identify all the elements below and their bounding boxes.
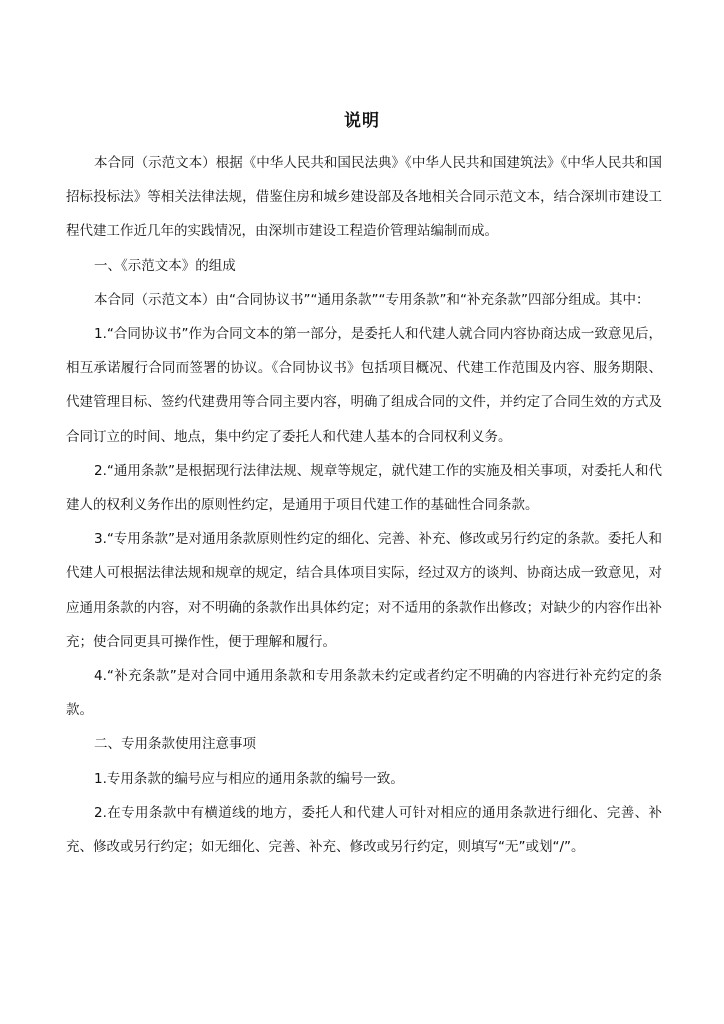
list-item-general-terms: 2.“通用条款”是根据现行法律法规、规章等规定，就代建工作的实施及相关事项，对委托人和代建人的权利义务作出的原则性约定，是通用于项目代建工作的基础性合同条款。 — [66, 462, 662, 514]
section-2-heading: 二、专用条款使用注意事项 — [94, 736, 256, 753]
page-title: 说明 — [344, 111, 380, 131]
document-body — [66, 146, 662, 864]
section-1-summary: 本合同（示范文本）由“合同协议书”“通用条款”“专用条款”和“补充条款”四部分组成。其中： — [94, 291, 650, 308]
list-item-supplementary-terms: 4.“补充条款”是对合同中通用条款和专用条款未约定或者约定不明确的内容进行补充约定的条款。 — [66, 668, 662, 719]
list-item-dash-lines: 2.在专用条款中有横道线的地方，委托人和代建人可针对相应的通用条款进行细化、完善、补充、修改或另行约定；如无细化、完善、补充、修改或另行约定，则填写“无”或划“/”。 — [66, 804, 662, 856]
list-item-special-terms: 3.“专用条款”是对通用条款原则性约定的细化、完善、补充、修改或另行约定的条款。委托人和代建人可根据法律法规和规章的规定，结合具体项目实际，经过双方的谈判、协商达成一致意见，对应通用条款的内容，对不明确的条款作出具体约定；对不适用的条款作出修改；对缺少的内容作出补充；使合同更具可操作性，便于理解和履行。 — [66, 531, 662, 650]
paragraph-intro: 本合同（示范文本）根据《中华人民共和国民法典》《中华人民共和国建筑法》《中华人民共和国招标投标法》等相关法律法规，借鉴住房和城乡建设部及各地相关合同示范文本，结合深圳市建设工程代建工作近几年的实践情况，由深圳市建设工程造价管理站编制而成。 — [66, 155, 662, 240]
list-item-numbering: 1.专用条款的编号应与相应的通用条款的编号一致。 — [94, 770, 404, 787]
section-1-heading: 一、《示范文本》的组成 — [94, 257, 236, 274]
list-item-agreement: 1.“合同协议书”作为合同文本的第一部分，是委托人和代建人就合同内容协商达成一致意见后，相互承诺履行合同而签署的协议。《合同协议书》包括项目概况、代建工作范围及内容、服务期限、代建管理目标、签约代建费用等合同主要内容，明确了组成合同的文件，并约定了合同生效的方式及合同订立的时间、地点，集中约定了委托人和代建人基本的合同权利义务。 — [66, 326, 662, 445]
